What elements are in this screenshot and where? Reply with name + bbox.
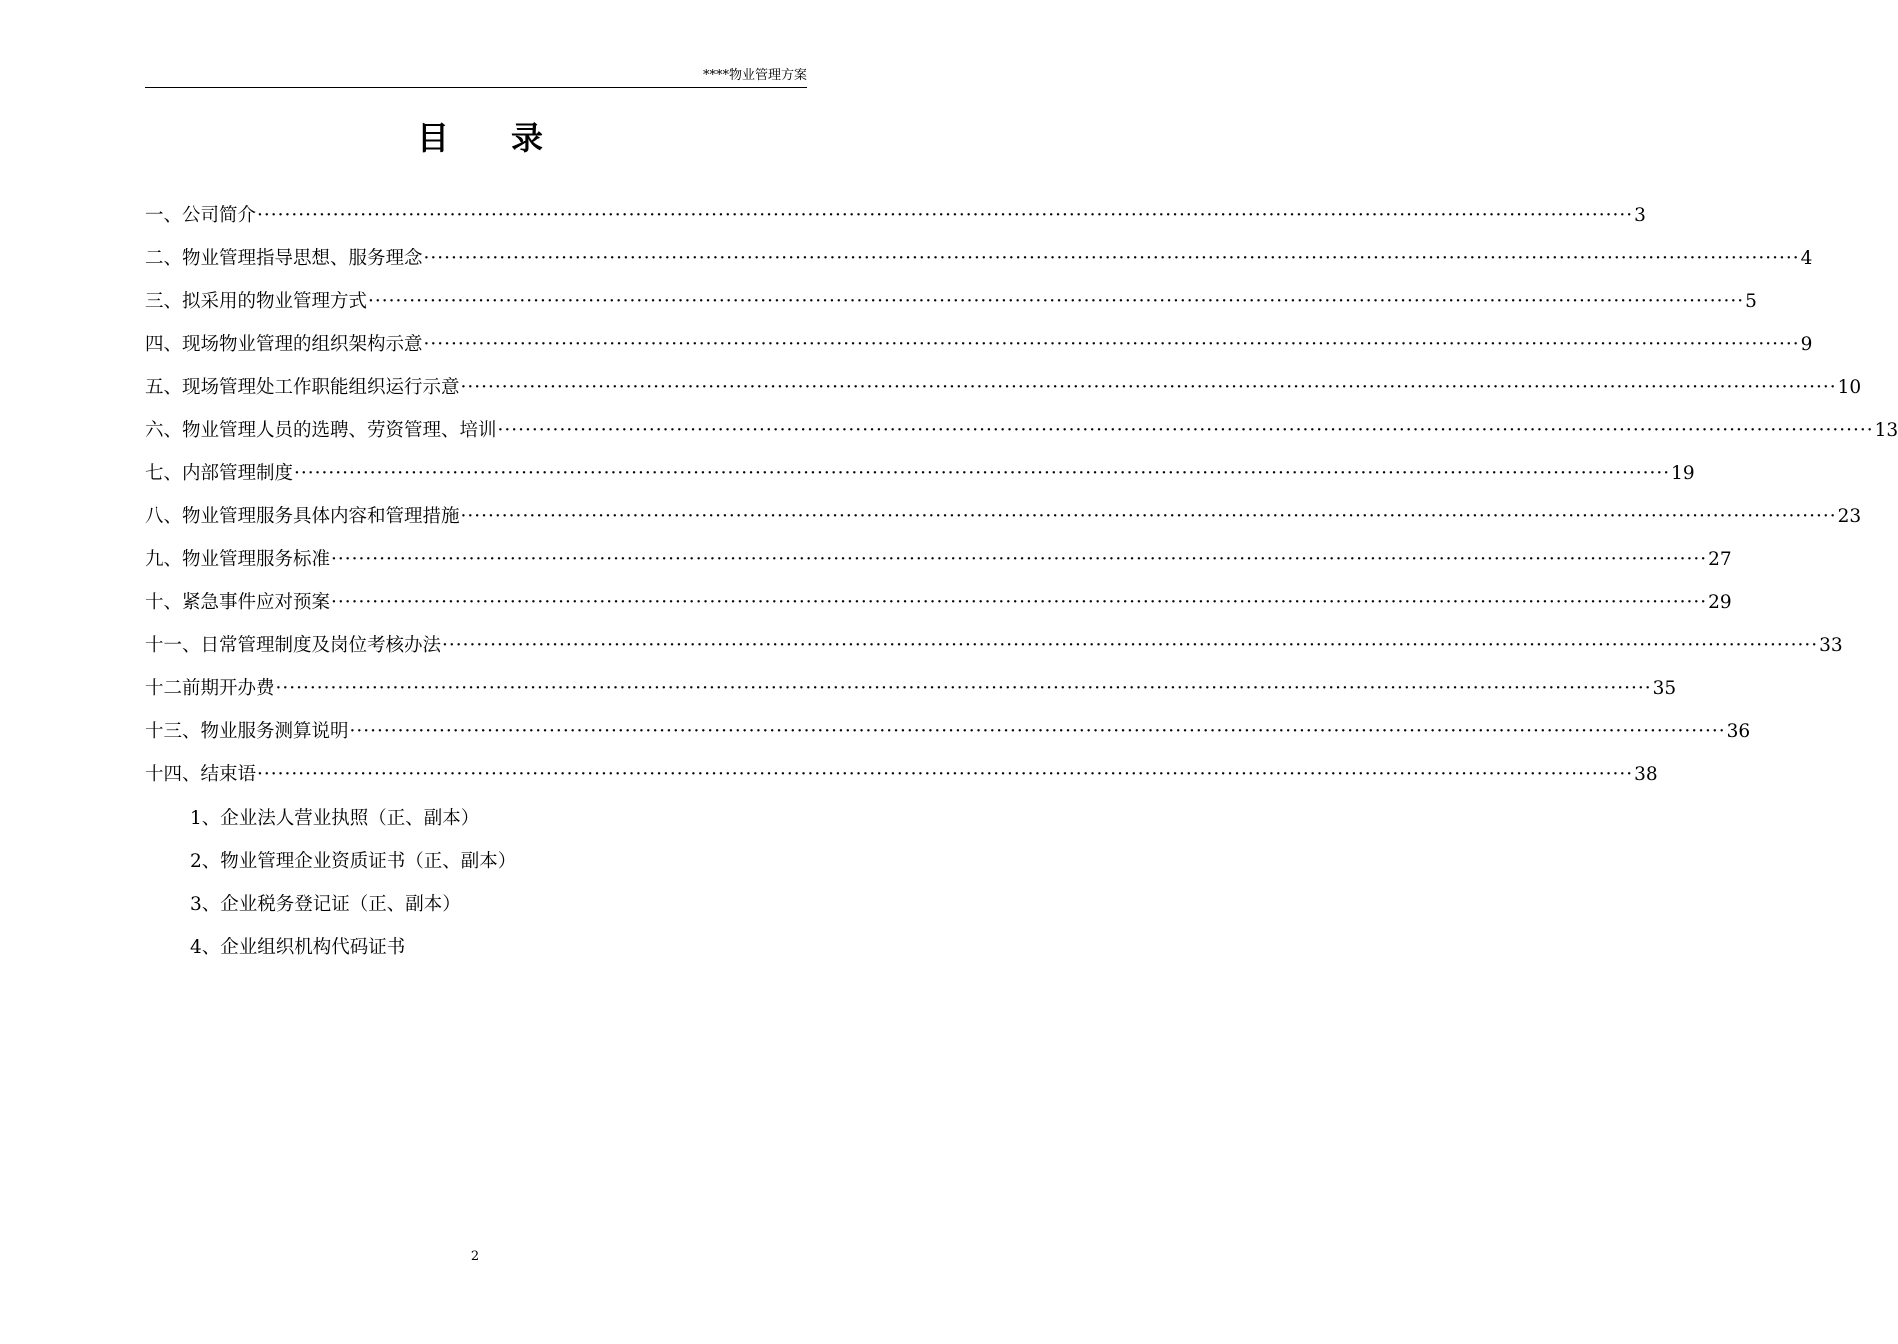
toc-dot-leader: ········································································································································································································ xyxy=(257,764,1634,785)
toc-entry-page: 27 xyxy=(1708,549,1732,570)
toc-entry-page: 33 xyxy=(1819,635,1843,656)
toc-dot-leader: ········································································································································································································ xyxy=(349,721,1726,742)
toc-entry-label: 一、公司简介 xyxy=(145,205,257,226)
title-char-right: 录 xyxy=(511,119,544,157)
toc-entry-label: 七、内部管理制度 xyxy=(145,463,294,484)
toc-entry-page: 29 xyxy=(1708,592,1732,613)
toc-dot-leader: ········································································································································································································ xyxy=(423,248,1800,269)
toc-dot-leader: ········································································································································································································ xyxy=(368,291,1745,312)
toc-entry[interactable] xyxy=(145,538,1732,581)
toc-entry-page: 9 xyxy=(1800,334,1813,355)
toc-entry[interactable] xyxy=(145,667,1677,710)
toc-dot-leader: ········································································································································································································ xyxy=(423,334,1800,355)
toc-dot-leader: ········································································································································································································ xyxy=(331,549,1708,570)
header-rule xyxy=(145,87,807,88)
toc-dot-leader: ········································································································································································································ xyxy=(294,463,1671,484)
toc-entry[interactable] xyxy=(145,194,1646,237)
attachment-item: 2、物业管理企业资质证书（正、副本） xyxy=(190,851,517,872)
title-char-left: 目 xyxy=(416,119,449,157)
toc-dot-leader: ········································································································································································································ xyxy=(460,377,1837,398)
toc-dot-leader: ········································································································································································································ xyxy=(275,678,1652,699)
toc-entry-page: 5 xyxy=(1745,291,1757,312)
toc-entry-label: 十四、结束语 xyxy=(145,764,257,785)
page-title xyxy=(145,110,807,166)
toc-dot-leader: ········································································································································································································ xyxy=(460,506,1837,527)
toc-entry-page: 4 xyxy=(1800,248,1813,269)
toc-entry-label: 十二前期开办费 xyxy=(145,678,275,699)
toc-entry-label: 八、物业管理服务具体内容和管理措施 xyxy=(145,506,460,527)
toc-entry[interactable] xyxy=(145,409,1898,452)
attachment-item: 1、企业法人营业执照（正、副本） xyxy=(190,808,480,829)
toc-entry[interactable] xyxy=(145,280,1757,323)
toc-dot-leader: ········································································································································································································ xyxy=(442,635,1819,656)
toc-entry[interactable] xyxy=(145,237,1813,280)
toc-entry[interactable] xyxy=(145,581,1732,624)
toc-dot-leader: ········································································································································································································ xyxy=(497,420,1874,441)
toc-dot-leader: ········································································································································································································ xyxy=(257,205,1634,226)
toc-entry-page: 19 xyxy=(1671,463,1695,484)
toc-entry-label: 九、物业管理服务标准 xyxy=(145,549,331,570)
toc-entry-page: 23 xyxy=(1837,506,1862,527)
toc-entry-page: 3 xyxy=(1634,205,1646,226)
toc-entry-label: 十一、日常管理制度及岗位考核办法 xyxy=(145,635,442,656)
attachment-item: 3、企业税务登记证（正、副本） xyxy=(190,894,461,915)
toc-entry-page: 13 xyxy=(1874,420,1898,441)
attachment-list xyxy=(190,797,516,969)
toc-entry-page: 35 xyxy=(1652,678,1677,699)
toc-entry-label: 十、紧急事件应对预案 xyxy=(145,592,331,613)
toc-entry[interactable] xyxy=(145,323,1813,366)
toc-entry[interactable] xyxy=(145,624,1843,667)
toc-entry-label: 四、现场物业管理的组织架构示意 xyxy=(145,334,423,355)
table-of-contents xyxy=(145,194,1898,796)
toc-entry-page: 36 xyxy=(1726,721,1751,742)
toc-entry-label: 六、物业管理人员的选聘、劳资管理、培训 xyxy=(145,420,497,441)
toc-entry[interactable] xyxy=(145,753,1658,796)
toc-entry-page: 10 xyxy=(1837,377,1862,398)
toc-dot-leader: ········································································································································································································ xyxy=(331,592,1708,613)
page-header: ****物业管理方案 xyxy=(702,68,807,83)
toc-entry[interactable] xyxy=(145,452,1695,495)
page-number: 2 xyxy=(470,1249,480,1264)
toc-entry-label: 二、物业管理指导思想、服务理念 xyxy=(145,248,423,269)
toc-entry-page: 38 xyxy=(1634,764,1658,785)
toc-entry[interactable] xyxy=(145,710,1751,753)
toc-entry-label: 十三、物业服务测算说明 xyxy=(145,721,349,742)
toc-entry[interactable] xyxy=(145,366,1862,409)
attachment-item: 4、企业组织机构代码证书 xyxy=(190,937,406,958)
toc-entry-label: 三、拟采用的物业管理方式 xyxy=(145,291,368,312)
toc-entry[interactable] xyxy=(145,495,1862,538)
toc-entry-label: 五、现场管理处工作职能组织运行示意 xyxy=(145,377,460,398)
